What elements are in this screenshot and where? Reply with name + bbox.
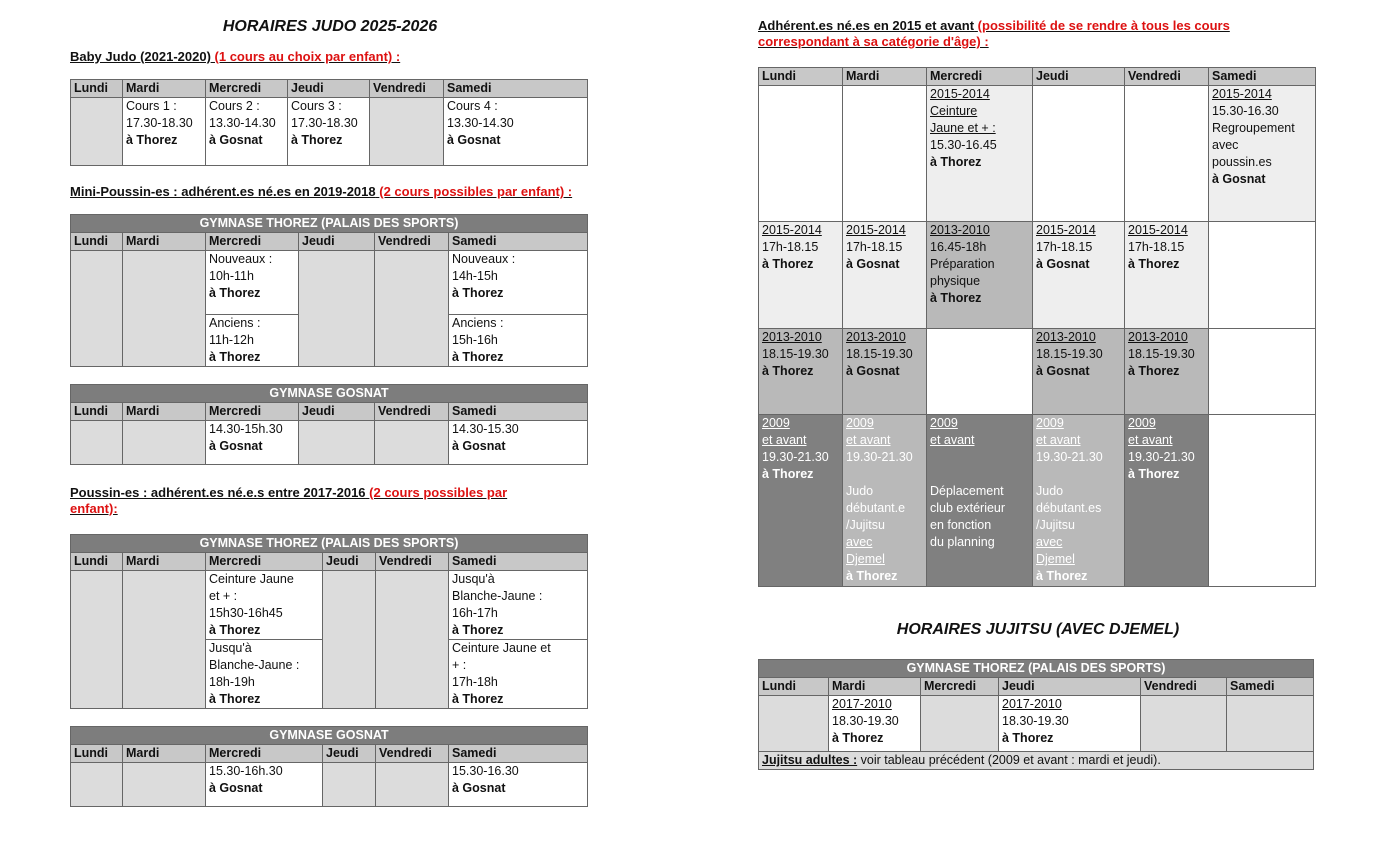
day-header: Samedi [449,403,588,421]
schedule-cell: 2015-2014 17h-18.15 à Thorez [1125,222,1209,329]
day-header: Jeudi [1033,68,1125,86]
day-header: Mercredi [206,80,288,98]
empty-cell [299,421,375,465]
empty-cell [323,763,376,807]
gym-band: GYMNASE THOREZ (PALAIS DES SPORTS) [71,215,588,233]
right-column [758,0,1318,770]
schedule-cell: 2009 et avant Déplacement club extérieur en fonction du planning [927,415,1033,587]
empty-cell [71,251,123,367]
poussin-heading [70,485,550,517]
day-header: Jeudi [299,233,375,251]
empty-cell [1125,86,1209,222]
jujitsu-table [758,659,1314,770]
schedule-cell: Cours 2 : 13.30-14.30 à Gosnat [206,98,288,166]
day-header: Vendredi [1125,68,1209,86]
day-header: Mardi [123,233,206,251]
schedule-cell: Anciens : 15h-16h à Thorez [449,315,588,367]
day-header: Mardi [123,80,206,98]
baby-heading-text: Baby Judo (2021-2020) [70,49,211,64]
day-header: Vendredi [370,80,444,98]
schedule-cell: 2017-2010 18.30-19.30 à Thorez [999,696,1141,752]
day-header: Samedi [444,80,588,98]
schedule-cell: 2015-2014 17h-18.15 à Thorez [759,222,843,329]
empty-cell [71,763,123,807]
schedule-cell: 2009 et avant 19.30-21.30 Judo débutant.es /Jujitsu avec Djemel à Thorez [1033,415,1125,587]
empty-cell [1209,329,1316,415]
jujitsu-adultes-label: Jujitsu adultes : [762,753,858,767]
day-header: Mercredi [921,678,999,696]
schedule-cell: 14.30-15.30 à Gosnat [449,421,588,465]
day-header: Vendredi [376,553,449,571]
empty-cell [843,86,927,222]
day-header: Samedi [449,233,588,251]
mini-gosnat-table [70,384,588,465]
empty-cell [123,571,206,709]
day-header: Jeudi [288,80,370,98]
poussin-heading-text: Poussin-es : adhérent.es né.e.s entre 2017-2016 [70,485,366,500]
day-header: Mardi [843,68,927,86]
schedule-cell: 2013-2010 18.15-19.30 à Gosnat [843,329,927,415]
schedule-cell: Ceinture Jaune et + : 15h30-16h45 à Thorez [206,571,323,640]
empty-cell [759,696,829,752]
gym-band: GYMNASE THOREZ (PALAIS DES SPORTS) [759,660,1314,678]
baby-heading-note: (1 cours au choix par enfant) : [214,49,401,64]
day-header: Mercredi [206,553,323,571]
jujitsu-adultes-text: voir tableau précédent (2009 et avant : mardi et jeudi). [857,753,1161,767]
day-header: Jeudi [323,553,376,571]
schedule-cell: 2013-2010 16.45-18h Préparation physique à Thorez [927,222,1033,329]
empty-cell [1209,415,1316,587]
schedule-cell: Nouveaux : 14h-15h à Thorez [449,251,588,315]
schedule-cell: 2013-2010 18.15-19.30 à Gosnat [1033,329,1125,415]
poussin-gosnat-table [70,726,588,807]
day-header: Lundi [71,553,123,571]
schedule-cell: 2017-2010 18.30-19.30 à Thorez [829,696,921,752]
schedule-cell: 2015-2014 17h-18.15 à Gosnat [1033,222,1125,329]
poussin-heading-note: (2 cours possibles par enfant): [70,485,508,516]
empty-cell [376,571,449,709]
schedule-cell: 2013-2010 18.15-19.30 à Thorez [1125,329,1209,415]
schedule-cell: Cours 1 : 17.30-18.30 à Thorez [123,98,206,166]
adult-heading-note: (possibilité de se rendre à tous les cours correspondant à sa catégorie d'âge) : [758,18,1230,49]
day-header: Samedi [1227,678,1314,696]
day-header: Lundi [759,68,843,86]
schedule-cell: 2009 et avant 19.30-21.30 à Thorez [759,415,843,587]
baby-heading [70,49,590,65]
schedule-cell: 15.30-16h.30 à Gosnat [206,763,323,807]
schedule-cell: 14.30-15h.30 à Gosnat [206,421,299,465]
empty-cell [759,86,843,222]
mini-thorez-table [70,214,588,367]
schedule-cell: 2009 et avant 19.30-21.30 à Thorez [1125,415,1209,587]
mini-heading [70,184,590,200]
gym-band: GYMNASE GOSNAT [71,385,588,403]
empty-cell [1033,86,1125,222]
schedule-cell: 2015-2014 17h-18.15 à Gosnat [843,222,927,329]
adult-table [758,67,1316,587]
day-header: Mercredi [206,233,299,251]
empty-cell [123,251,206,367]
day-header: Mardi [123,745,206,763]
schedule-cell: 2013-2010 18.15-19.30 à Thorez [759,329,843,415]
empty-cell [375,421,449,465]
baby-table [70,79,588,166]
day-header: Mardi [829,678,921,696]
schedule-cell: 15.30-16.30 à Gosnat [449,763,588,807]
empty-cell [370,98,444,166]
day-header: Lundi [71,745,123,763]
day-header: Samedi [449,553,588,571]
adult-heading [758,18,1318,50]
day-header: Mardi [123,553,206,571]
empty-cell [71,98,123,166]
empty-cell [1141,696,1227,752]
day-header: Jeudi [299,403,375,421]
schedule-cell: Jusqu'à Blanche-Jaune : 18h-19h à Thorez [206,640,323,709]
gym-band: GYMNASE THOREZ (PALAIS DES SPORTS) [71,535,588,553]
schedule-cell: 2015-2014 Ceinture Jaune et + : 15.30-16.45 à Thorez [927,86,1033,222]
jujitsu-adultes-note [759,752,1314,770]
day-header: Samedi [449,745,588,763]
day-header: Vendredi [375,403,449,421]
schedule-cell: 2009 et avant 19.30-21.30 Judo débutant.e /Jujitsu avec Djemel à Thorez [843,415,927,587]
day-header: Mercredi [206,745,323,763]
day-header: Lundi [71,403,123,421]
day-header: Lundi [71,233,123,251]
adult-heading-text: Adhérent.es né.es en 2015 et avant [758,18,975,33]
day-header: Jeudi [999,678,1141,696]
schedule-cell: Nouveaux : 10h-11h à Thorez [206,251,299,315]
empty-cell [927,329,1033,415]
day-header: Mardi [123,403,206,421]
mini-heading-note: (2 cours possibles par enfant) : [379,184,573,199]
schedule-cell: Jusqu'à Blanche-Jaune : 16h-17h à Thorez [449,571,588,640]
poussin-thorez-table [70,534,588,709]
empty-cell [376,763,449,807]
day-header: Lundi [71,80,123,98]
empty-cell [323,571,376,709]
empty-cell [71,571,123,709]
schedule-cell: Cours 3 : 17.30-18.30 à Thorez [288,98,370,166]
day-header: Mercredi [206,403,299,421]
empty-cell [71,421,123,465]
schedule-cell: Cours 4 : 13.30-14.30 à Gosnat [444,98,588,166]
jujitsu-title: HORAIRES JUJITSU (AVEC DJEMEL) [896,621,1180,638]
day-header: Mercredi [927,68,1033,86]
day-header: Vendredi [1141,678,1227,696]
day-header: Samedi [1209,68,1316,86]
empty-cell [123,421,206,465]
empty-cell [921,696,999,752]
schedule-cell: Ceinture Jaune et + : 17h-18h à Thorez [449,640,588,709]
page-title: HORAIRES JUDO 2025-2026 [222,18,438,35]
mini-heading-text: Mini-Poussin-es : adhérent.es né.es en 2019-2018 [70,184,376,199]
empty-cell [375,251,449,367]
left-column [70,0,590,807]
gym-band: GYMNASE GOSNAT [71,727,588,745]
empty-cell [1209,222,1316,329]
empty-cell [1227,696,1314,752]
day-header: Lundi [759,678,829,696]
empty-cell [123,763,206,807]
day-header: Jeudi [323,745,376,763]
schedule-cell: Anciens : 11h-12h à Thorez [206,315,299,367]
empty-cell [299,251,375,367]
schedule-cell: 2015-2014 15.30-16.30 Regroupement avec poussin.es à Gosnat [1209,86,1316,222]
day-header: Vendredi [376,745,449,763]
day-header: Vendredi [375,233,449,251]
